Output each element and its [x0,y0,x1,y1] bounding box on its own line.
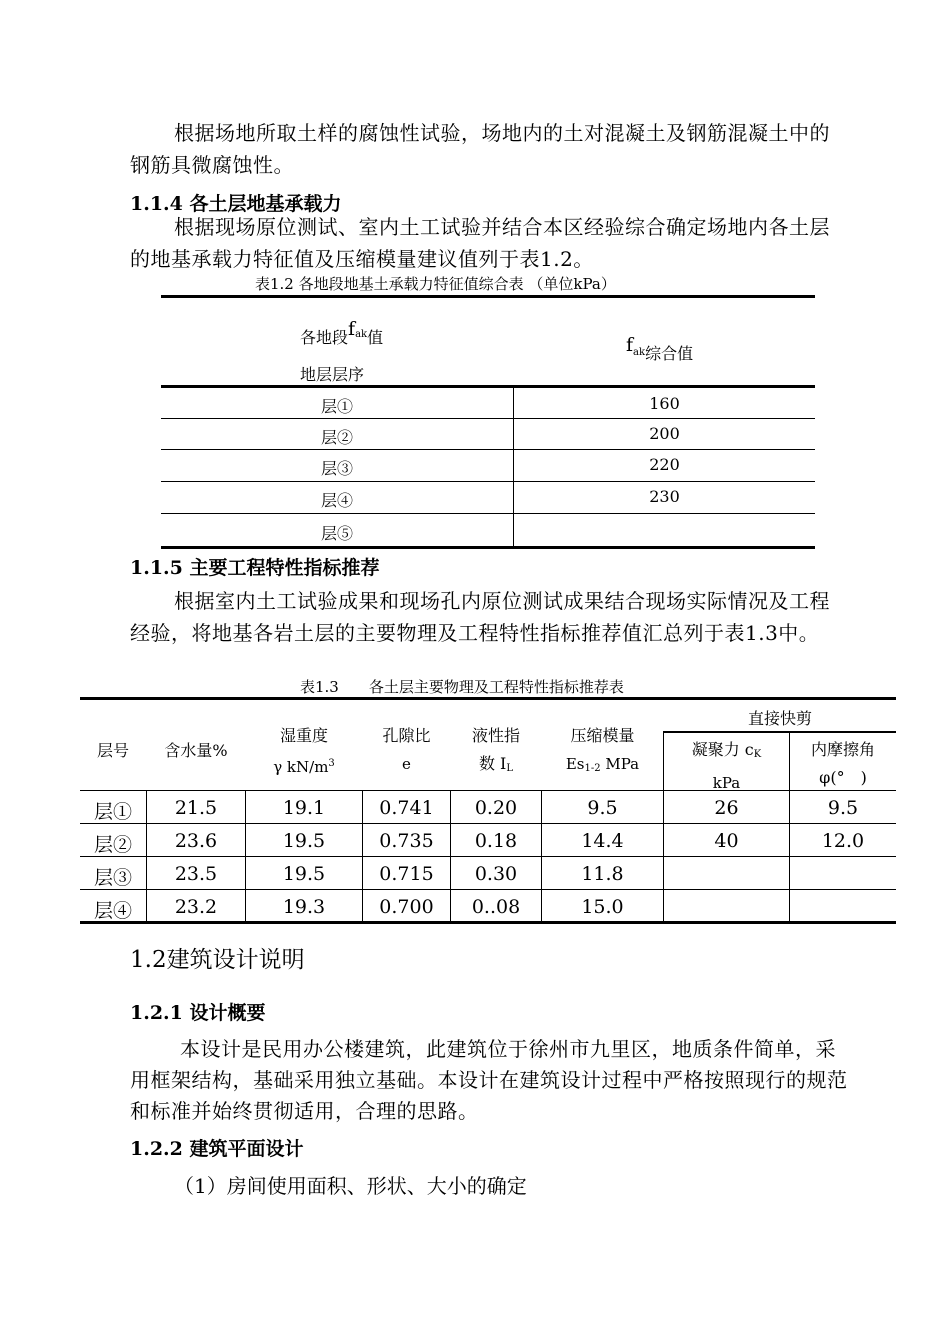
paragraph-corrosion: 根据场地所取土样的腐蚀性试验，场地内的土对混凝土及钢筋混凝土中的钢筋具微腐蚀性。 [130,121,830,177]
table-1-3-modulus: 9.5 [587,797,618,819]
table-1-2-header-left-row: 地层层序 [300,365,365,384]
table-1-3-shear-rule [663,731,896,733]
heading-1-2-1: 1.2.1 设计概要 [130,1002,266,1024]
table-1-3-modulus: 15.0 [581,896,624,918]
table-1-3-friction: 9.5 [827,797,859,819]
table-1-3-header-modulus-name: 压缩模量 [570,726,635,745]
table-1-3-density: 19.5 [282,830,326,852]
list-item-room-area: （1）房间使用面积、形状、大小的确定 [174,1174,527,1198]
table-1-3-header-modulus [542,722,663,783]
table-1-3-caption: 表1.3 各土层主要物理及工程特性指标推荐表 [300,678,624,696]
table-1-2-value: 200 [649,424,680,443]
table-1-3-header-void-symbol: e [402,755,411,773]
table-1-3-header-density-name: 湿重度 [279,726,328,745]
table-1-3-header-layer: 层号 [96,741,129,760]
table-1-3-layer: 层① [93,801,132,823]
table-1-2-header-right: $f_{ak}$综合值 [626,334,694,363]
table-1-2-header-left: 各地段$f_{ak}$值 [300,318,384,347]
table-1-3-water: 23.6 [174,830,218,852]
table-1-3-modulus: 14.4 [581,830,624,852]
table-1-3-friction: 12.0 [821,830,865,852]
table-1-2-value: 230 [649,487,680,506]
table-1-2-row-rule [161,513,815,514]
table-1-3-header-water: 含水量% [164,741,228,760]
table-1-3-layer: 层④ [93,900,132,922]
table-1-3-header-friction-unit: φ(° ) [819,768,867,787]
table-1-3-header-void-name: 孔隙比 [382,726,431,745]
table-1-3-void: 0.741 [379,797,434,819]
table-1-3-void: 0.700 [379,896,434,918]
table-1-3-header-liquidity-symbol: 数 $I_L$ [478,754,514,774]
table-1-2-value: 220 [649,455,680,474]
heading-1-2: 1.2建筑设计说明 [130,947,305,973]
table-1-3-header-density-unit: γ $kN/m^3$ [273,758,335,776]
table-1-2-layer: 层② [320,428,353,447]
table-1-2-value: 160 [649,394,680,413]
table-1-2-top-rule [161,295,815,298]
table-1-3-header-modulus-unit: $Es_{1-2}$ MPa [565,755,640,774]
table-1-3-void: 0.715 [379,863,434,885]
table-1-3-top-rule [80,697,896,700]
heading-1-2-2: 1.2.2 建筑平面设计 [130,1138,304,1160]
table-1-2-row-rule [161,449,815,450]
table-1-2-row-rule [161,481,815,482]
table-1-3-density: 19.1 [282,797,326,819]
table-1-2-row-rule [161,418,815,419]
table-1-3-layer: 层② [93,834,132,856]
table-1-3-water: 23.5 [174,863,218,885]
table-1-3-row-rule [80,856,896,857]
table-1-2-layer: 层⑤ [320,524,353,543]
paragraph-design-overview: 本设计是民用办公楼建筑，此建筑位于徐州市九里区，地质条件简单，采用框架结构，基础采用独立基础。本设计在建筑设计过程中严格按照现行的规范和标准并始终贯彻适用，合理的思路。 [130,1037,848,1123]
table-1-2-layer: 层④ [320,491,353,510]
table-1-3-liquidity: 0.20 [474,797,518,819]
table-1-3-row-rule [80,823,896,824]
table-1-3-bottom-rule [80,921,896,924]
table-1-3-water: 21.5 [174,797,218,819]
table-1-3-density: 19.5 [282,863,326,885]
heading-1-1-5: 1.1.5 主要工程特性指标推荐 [130,557,380,579]
table-1-3-header-friction [790,736,896,792]
table-1-2-caption: 表1.2 各地段地基土承载力特征值综合表 （单位kPa） [255,275,616,293]
table-1-3-cohesion: 40 [714,830,739,852]
table-1-3-liquidity: 0.30 [474,863,518,885]
paragraph-bearing: 根据现场原位测试、室内土工试验并结合本区经验综合确定场地内各土层的地基承载力特征值及压缩模量建议值列于表1.2。 [130,215,830,271]
table-1-3-header-shear: 直接快剪 [747,709,812,728]
table-1-2-header-rule [161,385,815,388]
paragraph-recommend: 根据室内土工试验成果和现场孔内原位测试成果结合现场实际情况及工程经验，将地基各岩土层的主要物理及工程特性指标推荐值汇总列于表1.3中。 [130,589,830,645]
table-1-3-layer: 层③ [93,867,132,889]
table-1-3-liquidity: 0.18 [474,830,518,852]
table-1-3-row-rule [80,889,896,890]
table-1-3-header-friction-name: 内摩擦角 [810,740,875,759]
table-1-2-layer: 层③ [320,459,353,478]
table-1-3-header-void [363,722,450,778]
table-1-3-header-liquidity [451,722,541,783]
heading-1-1-4: 1.1.4 各土层地基承载力 [130,193,342,215]
table-1-3-water: 23.2 [174,896,218,918]
table-1-3-void: 0.735 [379,830,434,852]
table-1-2-bottom-rule [161,546,815,549]
table-1-3-cohesion: 26 [714,797,739,819]
table-1-3-header-cohesion-name: 凝聚力 $c_K$ [691,740,762,760]
table-1-3-header-liquidity-name: 液性指 [471,726,520,745]
table-1-3-header-density [246,722,362,781]
table-1-3-liquidity: 0..08 [471,896,521,918]
table-1-2-layer: 层① [320,397,353,416]
table-1-3-header-cohesion-unit: kPa [712,774,741,792]
table-1-3-header-cohesion [664,736,789,797]
table-1-3-density: 19.3 [282,896,326,918]
table-1-3-modulus: 11.8 [581,863,624,885]
